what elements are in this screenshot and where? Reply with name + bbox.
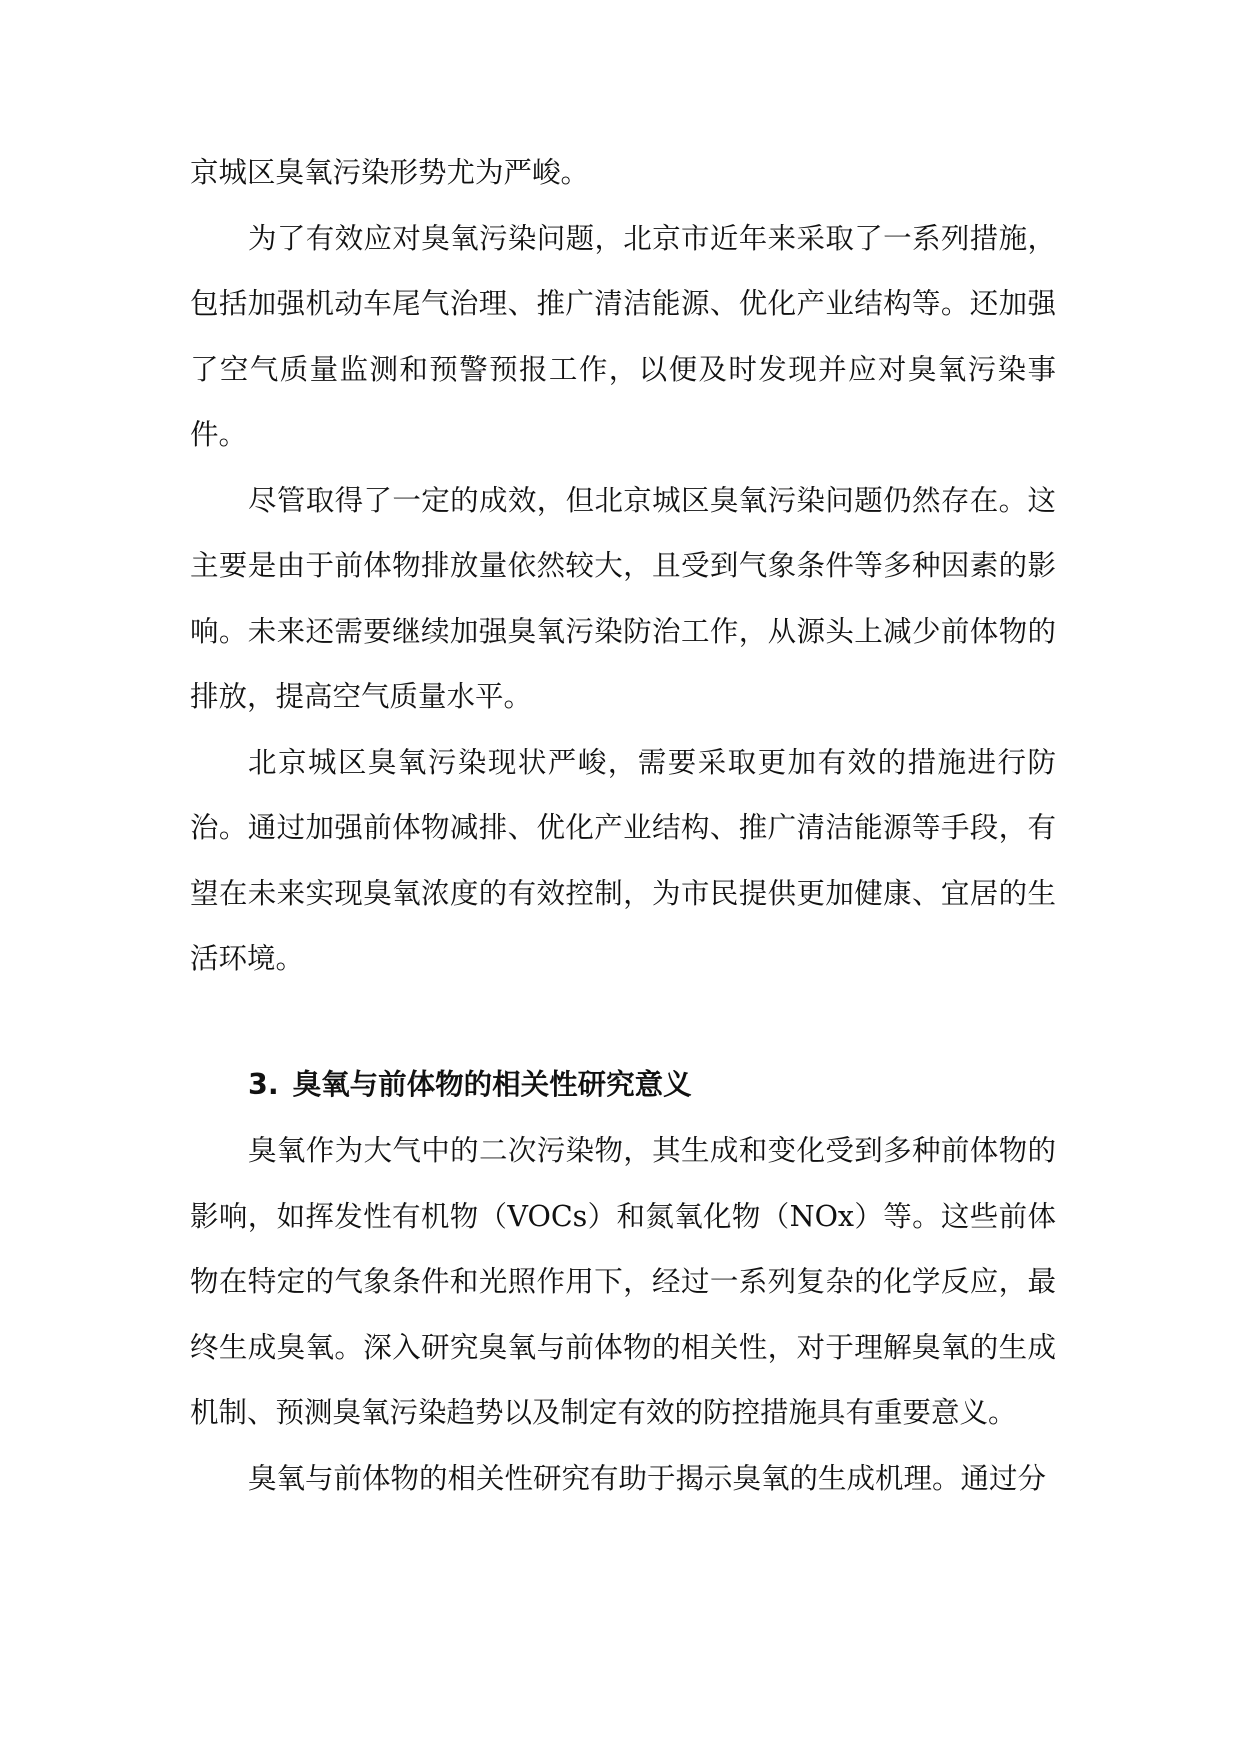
section-number: 3.	[248, 1068, 279, 1101]
section-b-body	[190, 1118, 1056, 1511]
paragraph-continuation: 京城区臭氧污染形势尤为严峻。	[190, 156, 590, 189]
paragraph-measures: 为了有效应对臭氧污染问题，北京市近年来采取了一系列措施，包括加强机动车尾气治理、推广清洁能源、优化产业结构等。还加强了空气质量监测和预警预报工作，以便及时发现并应对臭氧污染事件。	[190, 221, 1056, 451]
section-heading	[248, 1052, 692, 1117]
section-a-body	[190, 140, 1056, 992]
paragraph-mechanism: 臭氧与前体物的相关性研究有助于揭示臭氧的生成机理。通过分	[248, 1461, 1047, 1495]
paragraph-challenges: 尽管取得了一定的成效，但北京城区臭氧污染问题仍然存在。这主要是由于前体物排放量依然较大，且受到气象条件等多种因素的影响。未来还需要继续加强臭氧污染防治工作，从源头上减少前体物的排放，提高空气质量水平。	[190, 483, 1056, 713]
paragraph-conclusion: 北京城区臭氧污染现状严峻，需要采取更加有效的措施进行防治。通过加强前体物减排、优化产业结构、推广清洁能源等手段，有望在未来实现臭氧浓度的有效控制，为市民提供更加健康、宜居的生活环境。	[190, 745, 1056, 975]
paragraph-ozone-precursors: 臭氧作为大气中的二次污染物，其生成和变化受到多种前体物的影响，如挥发性有机物（VOCs）和氮氧化物（NOx）等。这些前体物在特定的气象条件和光照作用下，经过一系列复杂的化学反应，最终生成臭氧。深入研究臭氧与前体物的相关性，对于理解臭氧的生成机制、预测臭氧污染趋势以及制定有效的防控措施具有重要意义。	[190, 1134, 1056, 1429]
section-title: 臭氧与前体物的相关性研究意义	[292, 1068, 692, 1101]
